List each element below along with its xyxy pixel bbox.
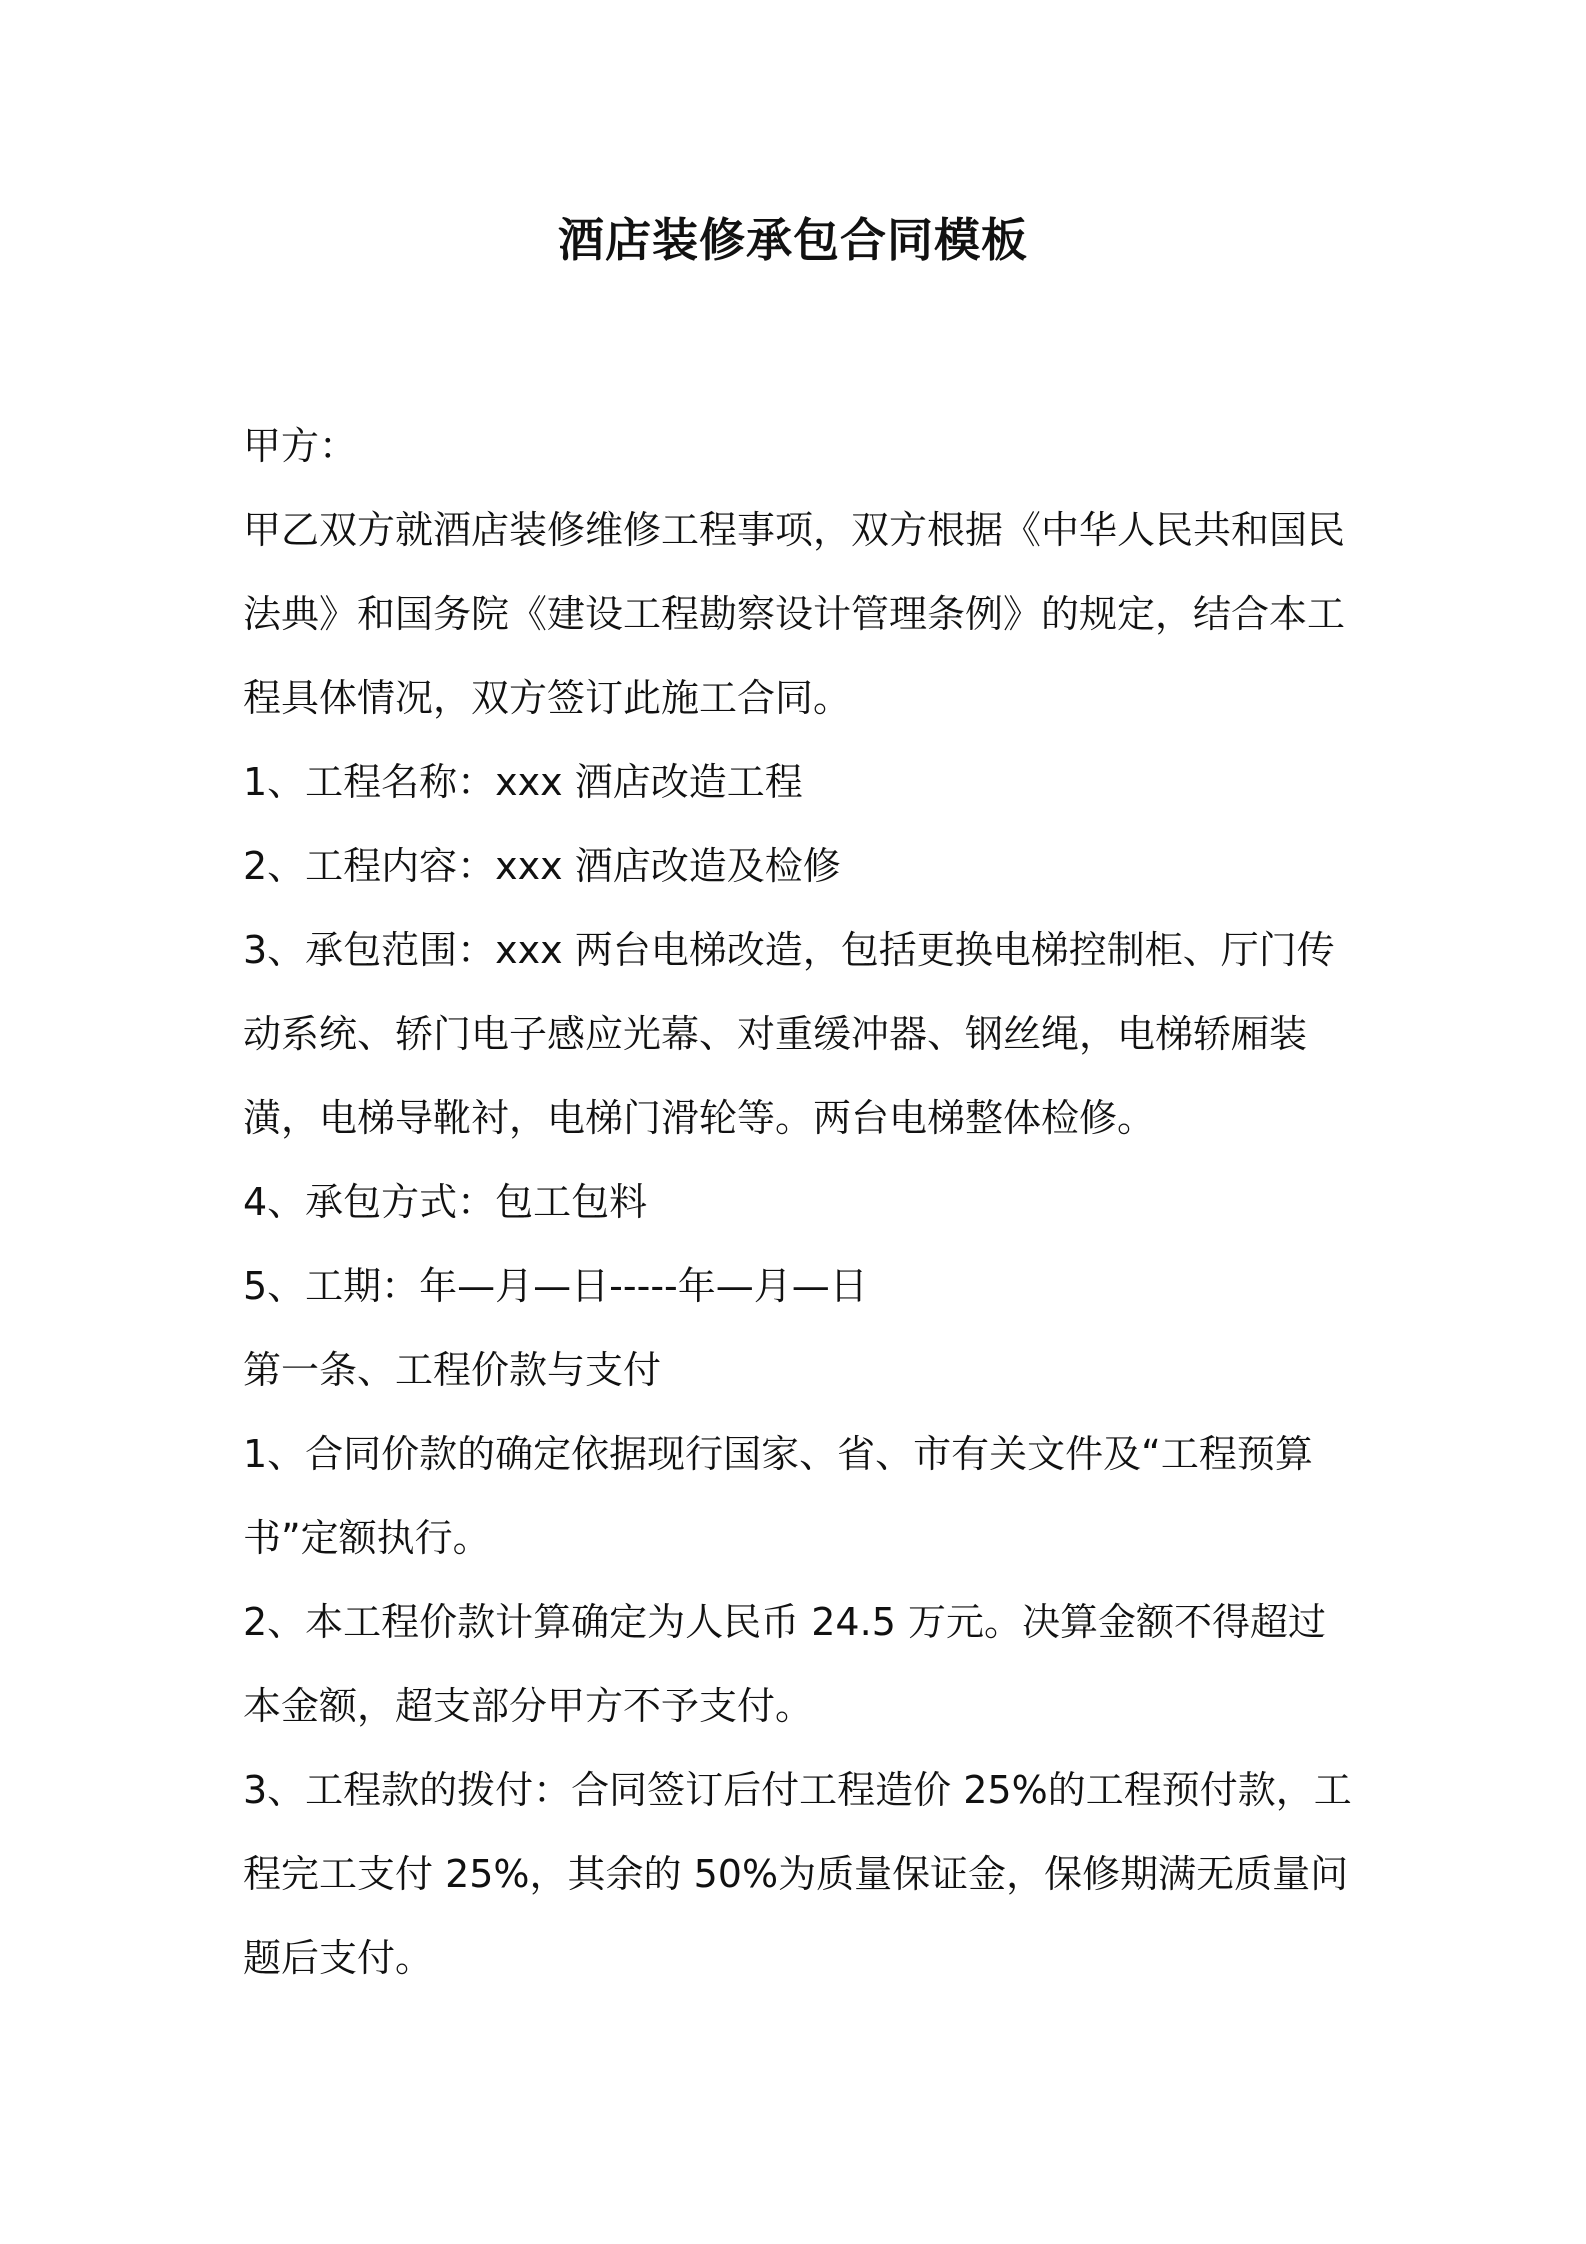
document-body [243,404,1358,2000]
document-title: 酒店装修承包合同模板 [558,213,1028,267]
article-one-heading: 第一条、工程价款与支付 [243,1348,662,1392]
project-content-item: 2、工程内容：xxx 酒店改造及检修 [243,844,841,888]
preamble-paragraph: 甲乙双方就酒店装修维修工程事项，双方根据《中华人民共和国民法典》和国务院《建设工程勘察设计管理条例》的规定，结合本工程具体情况，双方签订此施工合同。 [243,508,1346,720]
construction-period-item: 5、工期：年—月—日-----年—月—日 [243,1264,868,1308]
contract-scope-item: 3、承包范围：xxx 两台电梯改造，包括更换电梯控制柜、厅门传动系统、轿门电子感应光幕、对重缓冲器、钢丝绳，电梯轿厢装潢，电梯导靴衬，电梯门滑轮等。两台电梯整体检修。 [243,928,1335,1140]
price-basis-clause: 1、合同价款的确定依据现行国家、省、市有关文件及“工程预算书”定额执行。 [243,1432,1313,1560]
contract-method-item: 4、承包方式：包工包料 [243,1180,648,1224]
party-a-line: 甲方： [243,424,358,468]
project-name-item: 1、工程名称：xxx 酒店改造工程 [243,760,803,804]
payment-clause: 3、工程款的拨付：合同签订后付工程造价 25%的工程预付款，工程完工支付 25%，其余的 50%为质量保证金，保修期满无质量问题后支付。 [243,1768,1352,1980]
price-amount-clause: 2、本工程价款计算确定为人民币 24.5 万元。决算金额不得超过本金额，超支部分甲方不予支付。 [243,1600,1326,1728]
